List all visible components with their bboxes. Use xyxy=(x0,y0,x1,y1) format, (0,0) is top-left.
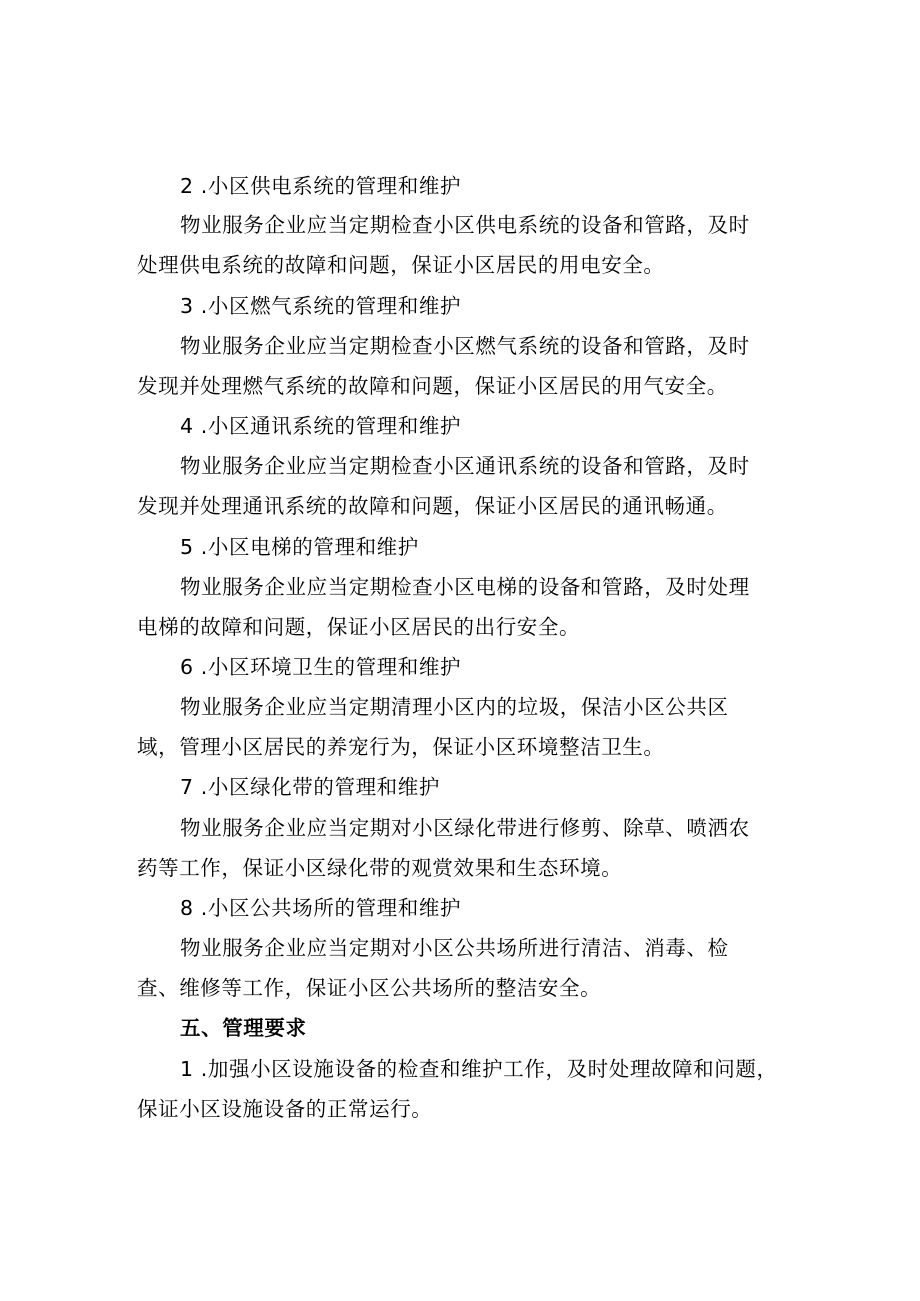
requirement-1-line-2: 保证小区设施设备的正常运行。 xyxy=(137,1097,433,1121)
section-3-body-line-1: 物业服务企业应当定期检查小区燃气系统的设备和管路，及时 xyxy=(180,334,750,358)
section-2-heading: 2 .小区供电系统的管理和维护 xyxy=(180,174,462,198)
section-5-body-line-2: 电梯的故障和问题，保证小区居民的出行安全。 xyxy=(137,615,581,639)
section-4-body-line-1: 物业服务企业应当定期检查小区通讯系统的设备和管路，及时 xyxy=(180,454,750,478)
section-8-body-line-2: 查、维修等工作，保证小区公共场所的整洁安全。 xyxy=(137,976,602,1000)
section-6-heading: 6 .小区环境卫生的管理和维护 xyxy=(180,655,462,679)
section-3-heading: 3 .小区燃气系统的管理和维护 xyxy=(180,294,462,318)
section-3-body-line-2: 发现并处理燃气系统的故障和问题，保证小区居民的用气安全。 xyxy=(137,374,728,398)
section-2-body-line-1: 物业服务企业应当定期检查小区供电系统的设备和管路，及时 xyxy=(180,213,750,237)
section-2-body-line-2: 处理供电系统的故障和问题，保证小区居民的用电安全。 xyxy=(137,253,665,277)
section-5-heading: 5 .小区电梯的管理和维护 xyxy=(180,535,419,559)
section-4-heading: 4 .小区通讯系统的管理和维护 xyxy=(180,414,462,438)
section-7-body-line-1: 物业服务企业应当定期对小区绿化带进行修剪、除草、喷洒农 xyxy=(180,816,750,840)
section-7-heading: 7 .小区绿化带的管理和维护 xyxy=(180,775,440,799)
section-5-body-line-1: 物业服务企业应当定期检查小区电梯的设备和管路，及时处理 xyxy=(180,575,750,599)
section-6-body-line-1: 物业服务企业应当定期清理小区内的垃圾，保洁小区公共区 xyxy=(180,695,729,719)
section-6-body-line-2: 域，管理小区居民的养宠行为，保证小区环境整洁卫生。 xyxy=(137,735,665,759)
chapter-heading: 五、管理要求 xyxy=(180,1016,307,1040)
section-8-heading: 8 .小区公共场所的管理和维护 xyxy=(180,896,462,920)
section-8-body-line-1: 物业服务企业应当定期对小区公共场所进行清洁、消毒、检 xyxy=(180,936,729,960)
requirement-1-line-1: 1 .加强小区设施设备的检查和维护工作，及时处理故障和问题， xyxy=(180,1057,778,1081)
section-4-body-line-2: 发现并处理通讯系统的故障和问题，保证小区居民的通讯畅通。 xyxy=(137,494,728,518)
section-7-body-line-2: 药等工作，保证小区绿化带的观赏效果和生态环境。 xyxy=(137,856,623,880)
